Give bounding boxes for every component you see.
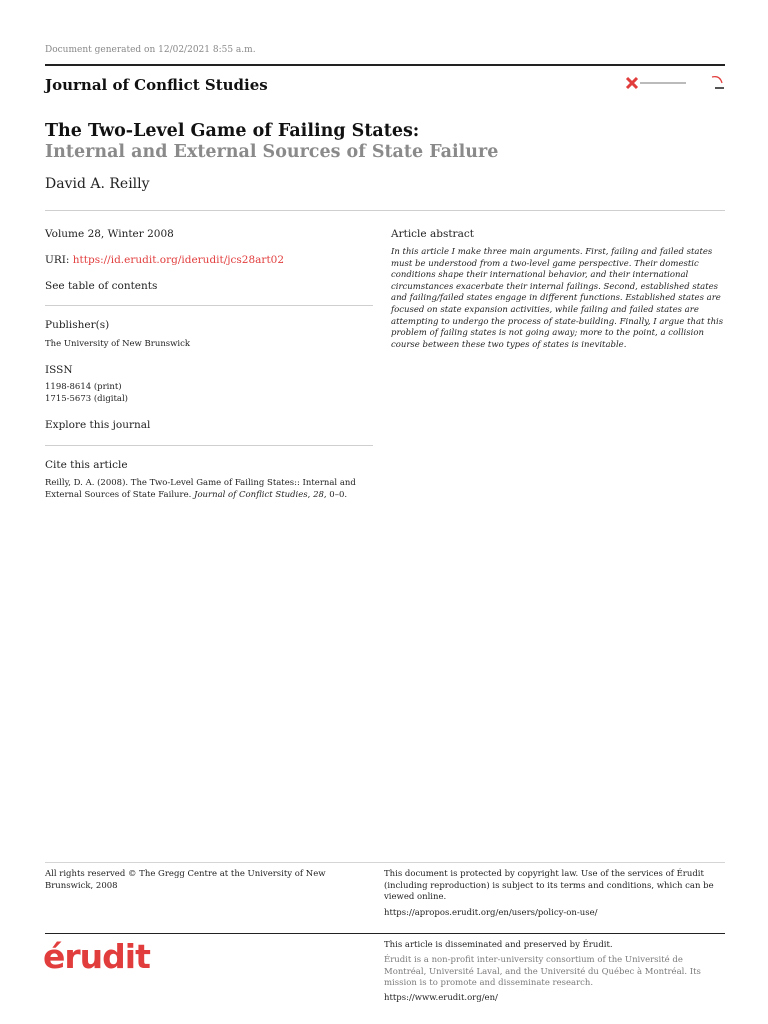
publisher-logo-icon <box>706 73 726 93</box>
citation <box>45 478 360 501</box>
journal-logo-icon <box>625 75 689 91</box>
author-name: David A. Reilly <box>45 176 150 192</box>
issn-print: 1198-8614 (print) <box>45 382 122 392</box>
citation-journal: Journal of Conflict Studies <box>194 489 308 500</box>
left-divider-1 <box>45 305 373 306</box>
table-of-contents-link[interactable]: See table of contents <box>45 280 158 292</box>
policy-link[interactable]: https://apropos.erudit.org/en/users/policy-on-use/ <box>384 908 598 918</box>
left-divider-2 <box>45 445 373 446</box>
issn-heading: ISSN <box>45 364 73 376</box>
citation-text: Reilly, D. A. (2008). The Two-Level Game of Failing States:: Internal and External Sources of State Failure. <box>45 478 356 500</box>
cite-heading: Cite this article <box>45 459 128 471</box>
publisher-name: The University of New Brunswick <box>45 339 191 349</box>
article-title: The Two-Level Game of Failing States: <box>45 121 420 141</box>
journal-title: Journal of Conflict Studies <box>45 76 268 94</box>
article-subtitle: Internal and External Sources of State Failure <box>45 142 499 162</box>
erudit-logo: érudit <box>43 937 150 976</box>
consortium-description: Érudit is a non-profit inter-university consortium of the Université de Montréal, Université Laval, and the Université du Québec à Montréal. Its mission is to promote and disseminate research. <box>384 955 701 989</box>
abstract-heading: Article abstract <box>391 228 474 240</box>
uri-link[interactable]: https://id.erudit.org/iderudit/jcs28art02 <box>72 254 285 266</box>
header-divider <box>45 210 725 211</box>
abstract-text: In this article I make three main arguments. First, failing and failed states must be understood from a two-level game perspective. Their domestic conditions shape their international behavior, and their international circumstances exacerbate their internal failings. Second, established states and failing/failed states engage in different functions. Established states are focused on state expansion activities, while failing and failed states are attempting to undergo the process of state-building. Finally, I argue that this problem of failing states is not going away; more to the point, a collision course between these two types of states is inevitable. <box>391 247 724 350</box>
citation-comma: , <box>307 489 314 500</box>
explore-journal-link[interactable]: Explore this journal <box>45 419 151 431</box>
citation-volume: 28 <box>313 489 324 500</box>
footer-rule <box>45 933 725 934</box>
disseminated-notice: This article is disseminated and preserved by Érudit. <box>384 940 613 950</box>
issn-digital: 1715-5673 (digital) <box>45 394 128 404</box>
footer-divider <box>45 862 725 863</box>
uri-label: URI: <box>45 254 70 266</box>
copyright-notice: This document is protected by copyright law. Use of the services of Érudit (including reproduction) is subject to its terms and conditions, which can be viewed online. <box>384 869 714 903</box>
publisher-heading: Publisher(s) <box>45 319 110 331</box>
erudit-link[interactable]: https://www.erudit.org/en/ <box>384 993 498 1003</box>
rights-notice: All rights reserved © The Gregg Centre at the University of New Brunswick, 2008 <box>45 869 326 891</box>
volume-info: Volume 28, Winter 2008 <box>45 228 174 240</box>
uri-line <box>45 254 284 266</box>
generated-date: Document generated on 12/02/2021 8:55 a.m. <box>45 45 256 55</box>
top-rule <box>45 64 725 66</box>
citation-pages: , 0–0. <box>323 489 348 500</box>
